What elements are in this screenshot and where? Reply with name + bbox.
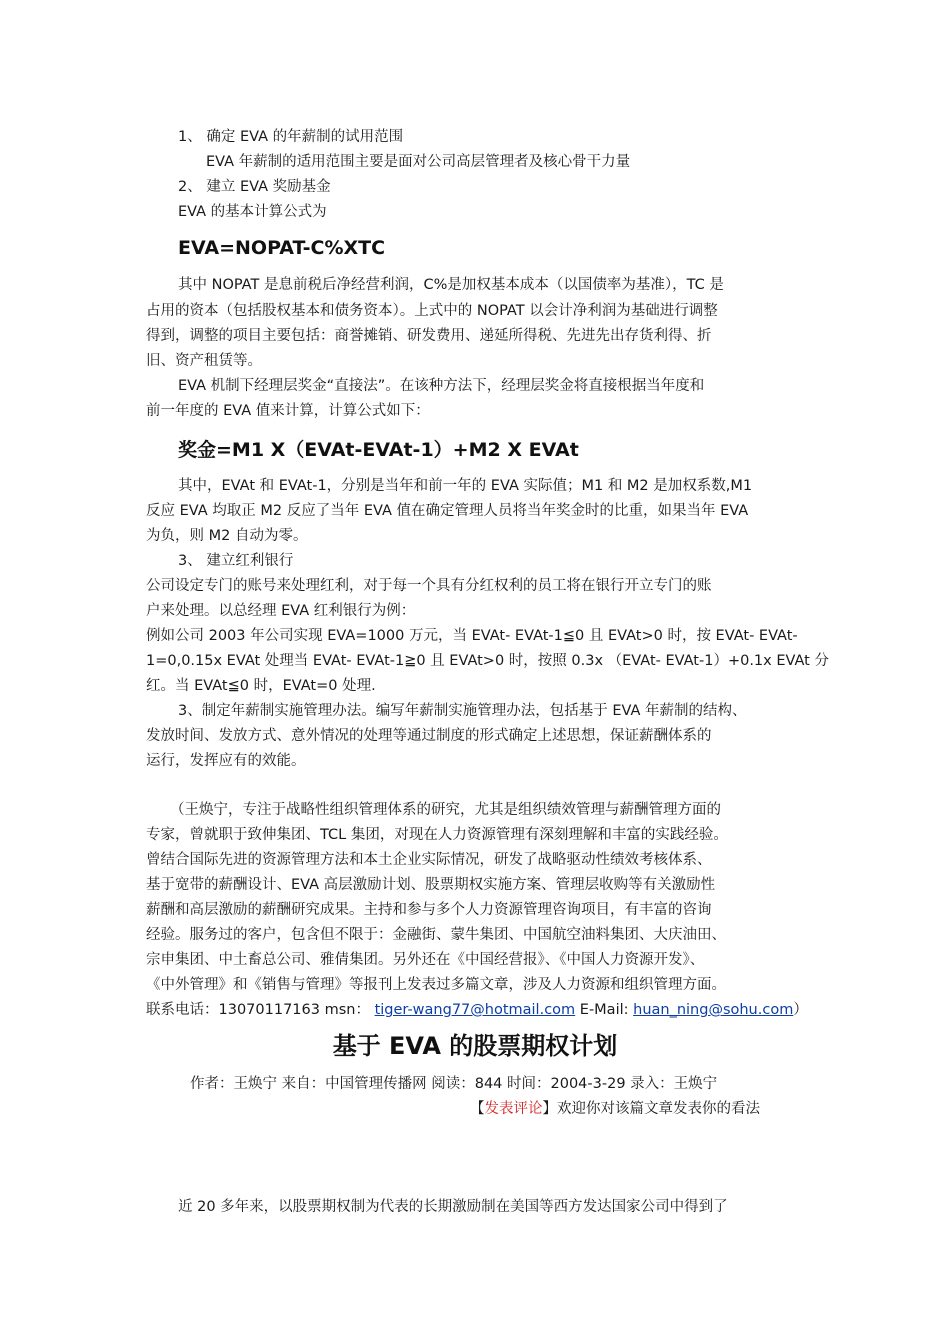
text-line: 3、制定年薪制实施管理办法。编写年薪制实施管理办法，包括基于 EVA 年薪制的结构、: [178, 703, 747, 719]
list-item-2: 2、 建立 EVA 奖励基金: [178, 179, 331, 195]
post-comment-link[interactable]: 发表评论: [484, 1101, 543, 1117]
comment-line: [470, 1099, 760, 1119]
text-line: 为负，则 M2 自动为零。: [146, 528, 308, 544]
text-line: 例如公司 2003 年公司实现 EVA=1000 万元，当 EVAt- EVAt-1≦0 且 EVAt>0 时，按 EVAt- EVAt-: [146, 628, 798, 644]
author-bio-line: 曾结合国际先进的资源管理方法和本土企业实际情况，研发了战略驱动性绩效考核体系、: [146, 852, 712, 868]
author-bio-line: 薪酬和高层激励的薪酬研究成果。主持和参与多个人力资源管理咨询项目，有丰富的咨询: [146, 902, 712, 918]
author-bio-line: 经验。服务过的客户，包含但不限于：金融街、蒙牛集团、中国航空油料集团、大庆油田、: [146, 927, 726, 943]
author-bio-line: （王焕宁，专注于战略性组织管理体系的研究，尤其是组织绩效管理与薪酬管理方面的: [170, 802, 721, 818]
msn-link[interactable]: tiger-wang77@hotmail.com: [374, 1002, 576, 1018]
text-line: 旧、资产租赁等。: [146, 353, 262, 369]
list-item-3: 3、 建立红利银行: [178, 553, 294, 569]
author-bio-line: 宗申集团、中土畜总公司、雅倩集团。另外还在《中国经营报》、《中国人力资源开发》、: [146, 952, 705, 968]
author-bio-line: 专家，曾就职于致伸集团、TCL 集团，对现在人力资源管理有深刻理解和丰富的实践经验。: [146, 827, 728, 843]
text-line: 占用的资本（包括股权基本和债务资本）。上式中的 NOPAT 以会计净利润为基础进行调整: [146, 303, 718, 319]
contact-phone: 联系电话：13070117163 msn：: [146, 1002, 370, 1018]
text-line: 其中 NOPAT 是息前税后净经营利润，C%是加权基本成本（以国债率为基准），TC 是: [178, 277, 724, 293]
text-line: EVA 机制下经理层奖金“直接法”。在该种方法下，经理层奖金将直接根据当年度和: [178, 378, 705, 394]
text-line: EVA 年薪制的适用范围主要是面对公司高层管理者及核心骨干力量: [206, 154, 631, 170]
text-line: 户来处理。以总经理 EVA 红利银行为例：: [146, 603, 416, 619]
email-link[interactable]: huan_ning@sohu.com: [633, 1002, 794, 1018]
text-line: 公司设定专门的账号来处理红利，对于每一个具有分红权利的员工将在银行开立专门的账: [146, 578, 712, 594]
contact-close: ）: [793, 1002, 808, 1018]
comment-bracket: 【: [470, 1101, 485, 1117]
text-line: 前一年度的 EVA 值来计算，计算公式如下：: [146, 403, 430, 419]
text-line: 反应 EVA 均取正 M2 反应了当年 EVA 值在确定管理人员将当年奖金时的比重，如果当年 EVA: [146, 503, 749, 519]
article-title: 基于 EVA 的股票期权计划: [332, 1032, 618, 1060]
text-line: 1=0,0.15x EVAt 处理当 EVAt- EVAt-1≧0 且 EVAt>0 时，按照 0.3x （EVAt- EVAt-1）+0.1x EVAt 分: [146, 653, 829, 669]
contact-line: [146, 1000, 808, 1020]
text-line: 发放时间、发放方式、意外情况的处理等通过制度的形式确定上述思想，保证薪酬体系的: [146, 728, 712, 744]
comment-invite: 】欢迎你对该篇文章发表你的看法: [542, 1101, 760, 1117]
text-line: EVA 的基本计算公式为: [178, 204, 327, 220]
text-line: 得到，调整的项目主要包括：商誉摊销、研发费用、递延所得税、先进先出存货利得、折: [146, 328, 712, 344]
eva-formula: EVA=NOPAT-C%XTC: [178, 237, 386, 259]
email-label: E-Mail:: [575, 1002, 634, 1018]
bonus-formula: 奖金=M1 X（EVAt-EVAt-1）+M2 X EVAt: [178, 439, 579, 461]
text-line: 近 20 多年来，以股票期权制为代表的长期激励制在美国等西方发达国家公司中得到了: [178, 1199, 728, 1215]
text-line: 其中，EVAt 和 EVAt-1，分别是当年和前一年的 EVA 实际值；M1 和 M2 是加权系数,M1: [178, 478, 753, 494]
text-line: 运行，发挥应有的效能。: [146, 753, 306, 769]
byline: 作者：王焕宁 来自：中国管理传播网 阅读：844 时间：2004-3-29 录入：王焕宁: [190, 1076, 718, 1092]
text-line: 红。当 EVAt≦0 时，EVAt=0 处理.: [146, 678, 376, 694]
author-bio-line: 《中外管理》和《销售与管理》等报刊上发表过多篇文章，涉及人力资源和组织管理方面。: [146, 977, 726, 993]
author-bio-line: 基于宽带的薪酬设计、EVA 高层激励计划、股票期权实施方案、管理层收购等有关激励性: [146, 877, 716, 893]
list-item-1: 1、 确定 EVA 的年薪制的试用范围: [178, 129, 404, 145]
